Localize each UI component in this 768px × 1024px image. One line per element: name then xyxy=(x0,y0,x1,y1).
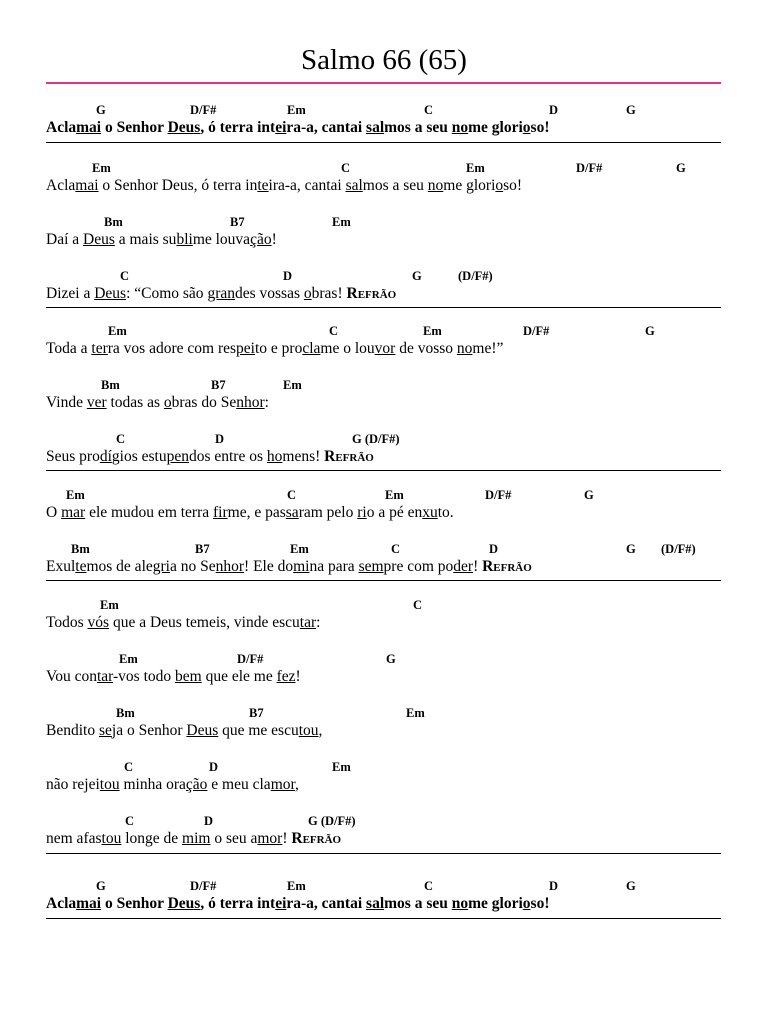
lyric-text: Acla xyxy=(46,177,76,194)
lyric-text: bras do Se xyxy=(171,394,237,411)
lyric-text: e meu cla xyxy=(207,776,271,793)
page-title: Salmo 66 (65) xyxy=(301,44,467,76)
lyric-text: Vinde xyxy=(46,394,87,411)
stressed-syllable: tar xyxy=(96,668,113,685)
stressed-syllable: no xyxy=(427,177,444,194)
stressed-syllable: mai xyxy=(75,177,99,194)
chord-label: G xyxy=(386,652,396,666)
stressed-syllable: o xyxy=(163,394,172,411)
song-line xyxy=(0,268,768,318)
chord-label: B7 xyxy=(249,706,264,720)
stressed-syllable: vor xyxy=(374,340,396,357)
song-line xyxy=(0,878,768,928)
stressed-syllable: mi xyxy=(293,558,310,575)
chord-label: C xyxy=(341,161,351,175)
chord-label: D/F# xyxy=(523,324,550,338)
chord-label: D/F# xyxy=(237,652,264,666)
lyric-text: dos entre os xyxy=(188,448,267,465)
lyric-text: a mais su xyxy=(114,231,177,248)
stressed-syllable: sal xyxy=(366,895,385,912)
stressed-syllable: tou xyxy=(101,830,122,847)
lyric-text: me!” xyxy=(472,340,504,357)
section-divider xyxy=(46,142,721,143)
stressed-syllable: ei xyxy=(275,895,287,912)
lyric-text: me o lou xyxy=(320,340,375,357)
stressed-syllable: tar xyxy=(299,614,317,631)
stressed-syllable: nhor xyxy=(236,394,265,411)
lyric-text: ram pelo xyxy=(298,504,358,521)
stressed-syllable: o xyxy=(303,285,312,302)
lyric-text: , xyxy=(295,776,299,793)
stressed-syllable: fir xyxy=(213,504,228,521)
chord-label: D xyxy=(204,814,214,828)
lyric-text: bras! xyxy=(311,285,347,302)
stressed-syllable: no xyxy=(451,119,469,136)
lyric-text: ! xyxy=(473,558,483,575)
chord-label: G xyxy=(626,879,636,893)
chord-label: C xyxy=(391,542,401,556)
chord-label: B7 xyxy=(195,542,210,556)
chord-label: D xyxy=(283,269,293,283)
chord-label: G (D/F#) xyxy=(352,432,400,446)
verse-lyric xyxy=(46,230,277,250)
stressed-syllable: bem xyxy=(175,668,202,685)
stressed-syllable: Deus xyxy=(94,285,127,302)
chord-label: C xyxy=(124,760,134,774)
stressed-syllable: Deus xyxy=(186,722,219,739)
stressed-syllable: mai xyxy=(76,895,102,912)
lyric-text: : xyxy=(316,614,321,631)
chord-label: Em xyxy=(119,652,138,666)
lyric-text: Daí a xyxy=(46,231,84,248)
lyric-text: Exul xyxy=(46,558,76,575)
chord-label: Em xyxy=(108,324,127,338)
lyric-text: Seus pro xyxy=(46,448,100,465)
refrain-marker: Refrão xyxy=(482,558,532,575)
stressed-syllable: sem xyxy=(358,558,384,575)
song-line xyxy=(0,541,768,591)
chord-label: C xyxy=(116,432,126,446)
stressed-syllable: dí xyxy=(99,448,112,465)
lyric-text: ra vos adore com res xyxy=(107,340,237,357)
stressed-syllable: mor xyxy=(270,776,296,793)
chord-label: Em xyxy=(423,324,442,338)
stressed-syllable: tou xyxy=(99,776,120,793)
refrain-marker: Refrão xyxy=(291,830,342,847)
refrain-lyric xyxy=(46,118,549,138)
chord-label: B7 xyxy=(230,215,245,229)
verse-lyric xyxy=(46,613,320,633)
lyric-text: a no Se xyxy=(169,558,216,575)
chord-label: Bm xyxy=(116,706,135,720)
song-line xyxy=(0,377,768,427)
chord-label: Em xyxy=(287,103,306,117)
title-divider xyxy=(46,82,721,84)
chord-label: G xyxy=(584,488,594,502)
chord-label: D xyxy=(489,542,499,556)
lyric-text: longe de xyxy=(121,830,183,847)
chord-label: Em xyxy=(66,488,85,502)
lyric-text: : xyxy=(264,394,269,411)
lyric-text: ele mudou em terra xyxy=(85,504,214,521)
chord-label: C xyxy=(424,879,434,893)
stressed-syllable: sa xyxy=(285,504,299,521)
lyric-text: des vossas xyxy=(234,285,304,302)
stressed-syllable: ei xyxy=(275,119,287,136)
lyric-text: o Senhor xyxy=(101,119,168,136)
lyric-text: pre com po xyxy=(383,558,454,575)
chord-label: (D/F#) xyxy=(661,542,696,556)
chord-label: Bm xyxy=(101,378,120,392)
lyric-text: que a Deus temeis, vinde escu xyxy=(109,614,300,631)
stressed-syllable: mor xyxy=(257,830,283,847)
lyric-text: ira-a, cantai xyxy=(268,177,346,194)
song-line xyxy=(0,160,768,210)
song-line xyxy=(0,214,768,264)
stressed-syllable: ção xyxy=(250,231,272,248)
lyric-text: Acla xyxy=(46,895,77,912)
lyric-text: O xyxy=(46,504,62,521)
verse-lyric xyxy=(46,829,341,849)
lyric-text: to. xyxy=(437,504,454,521)
lyric-text: ja o Senhor xyxy=(111,722,187,739)
stressed-syllable: Deus xyxy=(83,231,115,248)
stressed-syllable: xu xyxy=(422,504,438,521)
stressed-syllable: ri xyxy=(357,504,367,521)
chord-label: D/F# xyxy=(190,103,217,117)
chord-label: B7 xyxy=(211,378,226,392)
chord-label: Em xyxy=(283,378,302,392)
lyric-text: não rejei xyxy=(46,776,100,793)
song-line xyxy=(0,487,768,537)
verse-lyric xyxy=(46,775,299,795)
chord-label: C xyxy=(413,598,423,612)
stressed-syllable: mar xyxy=(61,504,86,521)
chord-label: G xyxy=(676,161,686,175)
section-divider xyxy=(46,918,721,919)
lyric-text: ! xyxy=(295,668,301,685)
chord-label: C xyxy=(125,814,135,828)
stressed-syllable: sal xyxy=(366,119,385,136)
stressed-syllable: tou xyxy=(298,722,319,739)
stressed-syllable: ção xyxy=(185,776,208,793)
lyric-text: me louva xyxy=(192,231,251,248)
chord-label: Em xyxy=(100,598,119,612)
chord-label: (D/F#) xyxy=(458,269,493,283)
stressed-syllable: mai xyxy=(76,119,102,136)
lyric-text: na para xyxy=(309,558,359,575)
lyric-text: todas as xyxy=(106,394,164,411)
verse-lyric xyxy=(46,557,532,577)
refrain-marker: Refrão xyxy=(324,448,374,465)
chord-label: D xyxy=(209,760,219,774)
lyric-text: me glori xyxy=(468,119,523,136)
chord-label: C xyxy=(329,324,339,338)
lyric-text: o Senhor xyxy=(101,895,168,912)
lyric-text: que ele me xyxy=(201,668,277,685)
song-line xyxy=(0,759,768,809)
lyric-text: so! xyxy=(503,177,523,194)
lyric-text: so! xyxy=(530,895,550,912)
chord-label: D xyxy=(215,432,225,446)
lyric-text: ra-a, cantai xyxy=(286,895,367,912)
lyric-text: mos a seu xyxy=(384,119,452,136)
chord-label: C xyxy=(287,488,297,502)
chord-label: G xyxy=(96,103,106,117)
stressed-syllable: te xyxy=(257,177,269,194)
stressed-syllable: sal xyxy=(345,177,363,194)
lyric-text: que me escu xyxy=(218,722,299,739)
stressed-syllable: vós xyxy=(87,614,110,631)
stressed-syllable: mim xyxy=(182,830,211,847)
stressed-syllable: gran xyxy=(207,285,235,302)
section-divider xyxy=(46,470,721,471)
lyric-text: o a pé en xyxy=(366,504,423,521)
chord-label: Em xyxy=(332,760,351,774)
stressed-syllable: gri xyxy=(152,558,170,575)
lyric-text: Todos xyxy=(46,614,88,631)
song-line xyxy=(0,705,768,755)
chord-label: G xyxy=(626,542,636,556)
verse-lyric xyxy=(46,284,396,304)
lyric-text: to e pro xyxy=(254,340,303,357)
song-line xyxy=(0,813,768,863)
stressed-syllable: o xyxy=(522,895,531,912)
verse-lyric xyxy=(46,339,503,359)
chord-label: Bm xyxy=(71,542,90,556)
section-divider xyxy=(46,307,721,308)
lyric-text: Dizei a xyxy=(46,285,95,302)
lyric-text: -vos todo xyxy=(113,668,175,685)
lyric-text: : “Como são xyxy=(126,285,208,302)
section-divider xyxy=(46,853,721,854)
refrain-marker: Refrão xyxy=(346,285,397,302)
lyric-text: me glori xyxy=(443,177,496,194)
verse-lyric xyxy=(46,721,322,741)
chord-label: D/F# xyxy=(576,161,603,175)
stressed-syllable: pen xyxy=(166,448,189,465)
chord-label: D/F# xyxy=(485,488,512,502)
lyric-text: ! xyxy=(271,231,277,248)
verse-lyric xyxy=(46,667,301,687)
chord-label: Em xyxy=(332,215,351,229)
stressed-syllable: te xyxy=(75,558,87,575)
song-line xyxy=(0,323,768,373)
chord-label: Em xyxy=(290,542,309,556)
lyric-text: so! xyxy=(530,119,550,136)
stressed-syllable: se xyxy=(98,722,112,739)
song-line xyxy=(0,651,768,701)
lyric-text: o Senhor Deus, ó terra in xyxy=(98,177,258,194)
song-line xyxy=(0,102,768,152)
chord-label: D xyxy=(549,879,559,893)
stressed-syllable: o xyxy=(495,177,504,194)
stressed-syllable: bli xyxy=(176,231,193,248)
lyric-text: , xyxy=(318,722,323,739)
stressed-syllable: o xyxy=(522,119,531,136)
chord-label: Em xyxy=(406,706,425,720)
verse-lyric xyxy=(46,176,522,196)
lyric-text: de vosso xyxy=(395,340,457,357)
chord-label: Em xyxy=(287,879,306,893)
chord-label: D/F# xyxy=(190,879,217,893)
stressed-syllable: ver xyxy=(86,394,107,411)
stressed-syllable: nhor xyxy=(215,558,245,575)
lyric-text: gios estu xyxy=(111,448,167,465)
stressed-syllable: ter xyxy=(91,340,108,357)
stressed-syllable: Deus xyxy=(167,895,201,912)
chord-label: Em xyxy=(92,161,111,175)
chord-label: G xyxy=(412,269,422,283)
lyric-text: Acla xyxy=(46,119,77,136)
verse-lyric xyxy=(46,503,454,523)
chord-label: G xyxy=(645,324,655,338)
chord-label: C xyxy=(120,269,130,283)
section-divider xyxy=(46,580,721,581)
lyric-text: mos a seu xyxy=(362,177,428,194)
stressed-syllable: pei xyxy=(236,340,255,357)
lyric-text: o seu a xyxy=(210,830,258,847)
stressed-syllable: no xyxy=(456,340,473,357)
lyric-text: , ó terra int xyxy=(200,895,276,912)
song-line xyxy=(0,431,768,481)
chord-label: Bm xyxy=(104,215,123,229)
lyric-text: Bendito xyxy=(46,722,99,739)
lyric-text: mos de ale xyxy=(86,558,153,575)
chord-label: C xyxy=(424,103,434,117)
lyric-text: , ó terra int xyxy=(200,119,276,136)
lyric-text: me glori xyxy=(468,895,523,912)
verse-lyric xyxy=(46,447,374,467)
lyric-text: minha ora xyxy=(119,776,186,793)
lyric-text: mos a seu xyxy=(384,895,452,912)
verse-lyric xyxy=(46,393,269,413)
lyric-text: mens! xyxy=(282,448,325,465)
lyric-text: ! xyxy=(282,830,292,847)
stressed-syllable: no xyxy=(451,895,469,912)
song-line xyxy=(0,597,768,647)
lyric-text: me, e pas xyxy=(227,504,286,521)
chord-label: G (D/F#) xyxy=(308,814,356,828)
refrain-lyric xyxy=(46,894,549,914)
chord-label: D xyxy=(549,103,559,117)
stressed-syllable: Deus xyxy=(167,119,201,136)
lyric-text: Vou con xyxy=(46,668,97,685)
stressed-syllable: der xyxy=(453,558,474,575)
stressed-syllable: ho xyxy=(266,448,283,465)
lyric-text: nem afas xyxy=(46,830,102,847)
chord-label: G xyxy=(96,879,106,893)
lyric-text: ra-a, cantai xyxy=(286,119,367,136)
chord-label: Em xyxy=(385,488,404,502)
stressed-syllable: fez xyxy=(276,668,296,685)
chord-label: Em xyxy=(466,161,485,175)
lyric-text: Toda a xyxy=(46,340,92,357)
chord-label: G xyxy=(626,103,636,117)
stressed-syllable: cla xyxy=(302,340,321,357)
lyric-text: ! Ele do xyxy=(244,558,294,575)
